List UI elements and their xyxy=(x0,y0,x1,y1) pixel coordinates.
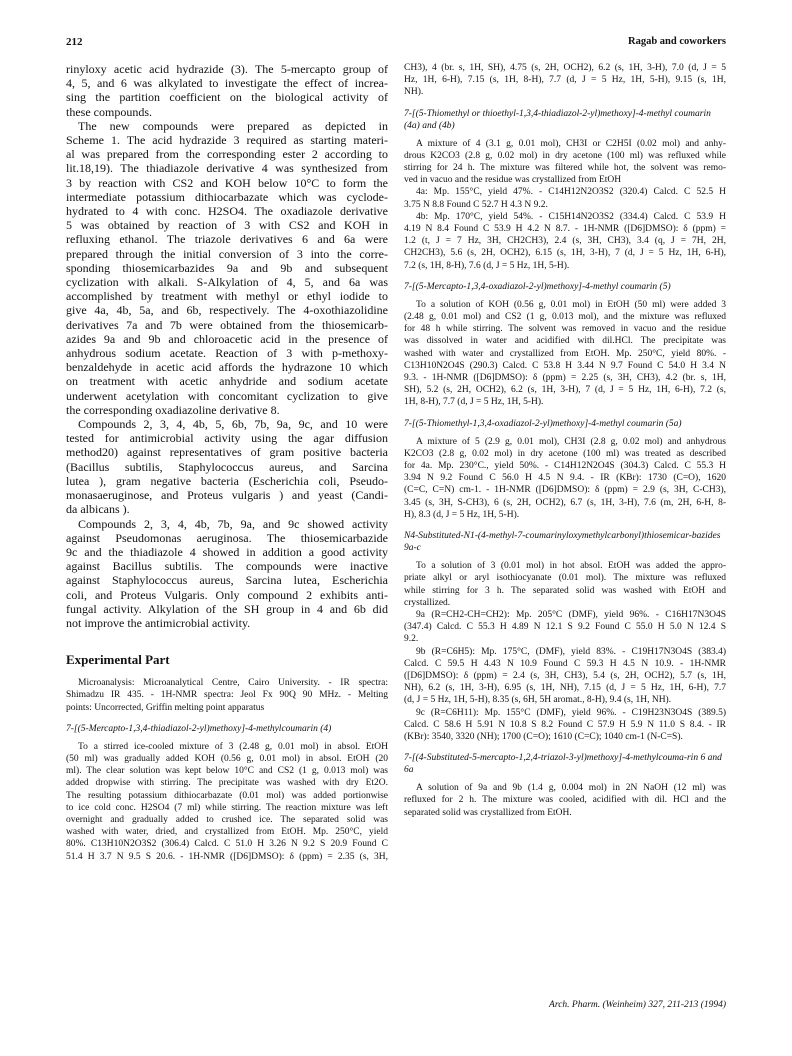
text-line: fungal activity. Alkylation of the SH group in 4 and 6b did xyxy=(66,601,388,616)
text-line: 9a (R=CH2-CH=CH2): Mp. 205°C (DMF), yield 96%. - C16H17N3O4S xyxy=(416,609,726,620)
compound-4b-data xyxy=(404,211,726,272)
text-line: Calcd. C 58.6 H 5.91 N 10.8 S 8.2 Found C 57.9 H 5.9 N 11.0 S 8.4. - IR xyxy=(404,719,726,730)
text-line: tested for antimicrobial activity using the agar diffusion xyxy=(66,431,388,446)
text-line: Scheme 1. The acid hydrazide 3 required as starting materi- xyxy=(66,133,388,148)
text-line: separated solid was crystallized from EtOH. xyxy=(404,807,572,818)
text-line: (50 ml) was gradually added KOH (0.56 g, 0.01 mol) in absol. EtOH (20 xyxy=(66,753,388,764)
text-line: rinyloxy acetic acid hydrazide (3). The 5-mercapto group of xyxy=(66,62,388,76)
text-line: 3.94 N 9.2 Found C 56.0 H 4.5 N 9.4. - IR (KBr): 1730 (C=O), 1620 xyxy=(404,473,726,484)
compound-5a-heading: 7-[(5-Thiomethyl-1,3,4-oxadiazol-2-yl)methoxy]-4-methyl coumarin (5a) xyxy=(404,418,682,429)
intro-paragraph xyxy=(66,62,388,119)
synthesis-paragraph xyxy=(66,119,388,417)
compound-4ab-heading: 7-[(5-Thiomethyl or thioethyl-1,3,4-thiadiazol-2-yl)methoxy]-4-methyl coumarin (4a) and (4b) xyxy=(404,108,711,131)
text-line: The resulting potassium dithiocarbazate (0.01 mol) was added portionwise xyxy=(66,790,388,801)
compound-9b-data xyxy=(404,646,726,707)
text-line: al was prepared from the corresponding ester 2 according to xyxy=(66,147,388,162)
text-line: benzaldehyde in acetic acid affords the hydrazone 10 which xyxy=(66,360,388,375)
text-line: was dissolved in water and acidified with dil.HCl. The precipitate was xyxy=(404,336,726,347)
text-line: against Pseudomonas aeruginosa. The thiosemicarbazide xyxy=(66,530,388,545)
text-line: lutea ), gram negative bacteria (Escherichia coli, Pseudo- xyxy=(66,473,388,488)
text-line: sponding thiosemicarbazides 9a and 9b and subsequent xyxy=(66,260,388,275)
text-line: these compounds. xyxy=(66,104,152,119)
text-line: 1H, 8-H), 7.7 (d, J = 5 Hz, 1H, 5-H). xyxy=(404,397,544,408)
text-line: drous K2CO3 (2.8 g, 0.02 mol) in dry acetone (100 ml) was refluxed while xyxy=(404,150,726,161)
text-line: (347.4) Calcd. C 55.3 H 4.89 N 12.1 S 9.2 Found C 55.0 H 5.0 N 12.4 S xyxy=(404,622,726,633)
text-line: not improve the antimicrobial activity. xyxy=(66,615,251,630)
text-line: (2.48 g, 0.01 mol) and CS2 (1 g, 0.013 mol), and the mixture was refluxed xyxy=(404,312,726,323)
compound-6-heading: 7-[(4-Substituted-5-mercapto-1,2,4-triazol-3-yl)methoxy]-4-methylcouma-rin 6 and 6a xyxy=(404,753,722,776)
text-line: 3.45 (s, 3H, S-CH3), 6 (s, 2H, OCH2), 6.7 (s, 1H, 3-H), 7.6 (m, 2H, 6-H, 8- xyxy=(404,497,726,508)
text-line: SH), 5.2 (s, 2H, OCH2), 6.2 (s, 1H, 3-H), 7 (d, J = 5 Hz, 1H, 6-H), 7.2 (s, xyxy=(404,385,726,396)
text-line: da albicans ). xyxy=(66,502,130,517)
compound-4a-data xyxy=(404,186,726,210)
text-line: points: Uncorrected, Griffin melting point apparatus xyxy=(66,702,265,713)
text-line: derivatives 7a and 7b were obtained from the thiosemicarb- xyxy=(66,317,388,332)
text-line: stirring for 24 h. The mixture was filtered while hot, the solvent was remo- xyxy=(404,163,726,174)
text-line: 80%. C13H10N2O3S2 (306.4) Calcd. C 51.0 H 3.26 N 9.2 S 20.9 Found C xyxy=(66,839,388,850)
text-line: to ice cold conc. H2SO4 (7 ml) while stirring. The reaction mixture was left xyxy=(66,802,388,813)
text-line: 7.2 (s, 1H, 8-H), 7.6 (d, J = 5 Hz, 1H, 5-H). xyxy=(404,260,570,271)
text-line: 9.3. - 1H-NMR ([D6]DMSO): δ (ppm) = 2.25 (s, 3H, CH3), 4.2 (br. s, 1H, xyxy=(404,373,726,384)
text-line: (Bacillus subtilis, Staphylococcus aureus, and Sarcina xyxy=(66,459,388,474)
text-line: 4.19 N 8.4 Found C 53.9 H 4.2 N 8.7. - 1H-NMR ([D6]DMSO): δ (ppm) = xyxy=(404,224,726,235)
text-line: azides 9a and 9b and chloroacetic acid in the presence of xyxy=(66,331,388,346)
testing-paragraph xyxy=(66,417,388,516)
text-line: prepared through the initial conversion of 3 into the corre- xyxy=(66,246,388,261)
text-line: hydrated to 4 with conc. H2SO4. The oxadiazole derivative xyxy=(66,204,388,219)
text-line: while stirring for 3 h. The separated solid was washed with EtOH and xyxy=(404,585,726,596)
text-line: (d, J = 5 Hz, 1H, 5-H), 8.35 (s, 6H, 5H aromat., 8-H), 9.4 (s, 1H, NH). xyxy=(404,695,672,706)
right-column xyxy=(404,62,726,819)
page-number: 212 xyxy=(66,36,83,48)
running-head: Ragab and coworkers xyxy=(627,36,726,47)
text-line: 1.2 (t, J = 7 Hz, 3H, CH2CH3), 2.4 (s, 3H, CH3), 3.4 (q, J = 7H, 2H, xyxy=(404,236,726,247)
text-line: Compounds 2, 3, 4, 4b, 7b, 9a, and 9c showed activity xyxy=(78,516,388,531)
text-line: Calcd. C 59.5 H 4.43 N 10.9 Found C 59.3 H 4.5 N 10.9. - 1H-NMR xyxy=(404,658,726,669)
text-line: 9b (R=C6H5): Mp. 175°C, (DMF), yield 83%. - C19H17N3O4S (383.4) xyxy=(416,646,726,657)
text-line: washed with water and crystallized from EtOH. Mp. 250°C, yield 80%. - xyxy=(404,348,726,359)
text-line: 3 by reaction with CS2 and KOH below 10°C to form the xyxy=(66,175,388,190)
compound-9-procedure xyxy=(404,560,726,609)
page-header xyxy=(66,36,726,50)
text-line: CH2CH3), 5.6 (s, 2H, OCH2), 6.15 (s, 1H, 3-H), 7 (d, J = 5 Hz, 1H, 6-H), xyxy=(404,248,726,259)
text-line: 51.4 H 3.7 N 9.5 S 20.6. - 1H-NMR ([D6]DMSO): δ (ppm) = 2.35 (s, 3H, xyxy=(66,851,388,862)
compound-4-continuation xyxy=(404,62,726,99)
text-line: Hz, 1H, 6-H), 7.15 (s, 1H, 8-H), 7.7 (d, J = 5 Hz, 1H, 5-H), 9.15 (s, 1H, xyxy=(404,75,726,86)
text-line: NH), 6.2 (s, 1H, 3-H), 6.95 (s, 1H, NH), 7.15 (d, J = 5 Hz, 1H, 6-H), 7.7 xyxy=(404,683,726,694)
journal-citation: Arch. Pharm. (Weinheim) 327, 211-213 (1994) xyxy=(549,1000,726,1010)
compound-4-procedure xyxy=(66,741,388,863)
text-line: 4, 5, and 6 was alkylated to investigate the effect of increa- xyxy=(66,76,388,91)
text-line: refluxed for 2 h. The mixture was cooled, acidified with dil. HCl and the xyxy=(404,795,726,806)
text-line: (C=C, C=N) cm-1. - 1H-NMR ([D6]DMSO): δ (ppm) = 2.9 (s, 3H, C-CH3), xyxy=(404,485,726,496)
text-line: A solution of 9a and 9b (1.4 g, 0.004 mol) in 2N NaOH (12 ml) was xyxy=(416,783,726,794)
activity-paragraph xyxy=(66,517,388,631)
methods-paragraph xyxy=(66,677,388,714)
text-line: 9c and the thiadiazole 4 showed in addition a good activity xyxy=(66,544,388,559)
text-line: To a stirred ice-cooled mixture of 3 (2.48 g, 0.01 mol) in absol. EtOH xyxy=(78,741,388,752)
text-line: anhydrous sodium acetate. Reaction of 3 with p-methoxy- xyxy=(66,346,388,361)
text-line: A mixture of 5 (2.9 g, 0.01 mol), CH3I (2.8 g, 0.02 mol) and anhydrous xyxy=(416,436,726,447)
text-line: underwent acetylation with concomitant cyclization to give xyxy=(66,388,388,403)
compound-5-procedure xyxy=(404,299,726,409)
text-line: against Staphylococcus aureus, Sarcina lutea, Escherichia xyxy=(66,573,388,588)
compound-6-procedure xyxy=(404,782,726,819)
text-line: crystallized. xyxy=(404,597,451,608)
text-line: 3.75 N 8.8 Found C 52.7 H 4.3 N 9.2. xyxy=(404,199,548,210)
text-line: H), 8.3 (d, J = 5 Hz, 1H, 5-H). xyxy=(404,509,520,520)
compound-9-heading: N4-Substituted-N1-(4-methyl-7-coumarinyloxymethylcarbonyl)thiosemicar-bazides 9a-c xyxy=(404,531,721,554)
text-line: accomplished by treatment with methyl or ethyl iodide to xyxy=(66,289,388,304)
text-line: 4a: Mp. 155°C, yield 47%. - C14H12N2O3S2 (320.4) Calcd. C 52.5 H xyxy=(416,187,726,198)
text-line: 5 was obtained by reaction of 3 with CS2 and KOH in xyxy=(66,218,388,233)
text-line: To a solution of 3 (0.01 mol) in hot absol. EtOH was added the appro- xyxy=(416,561,726,572)
text-line: Shimadzu IR 435. - 1H-NMR spectra: Jeol Fx 90Q 90 MHz. - Melting xyxy=(66,690,388,701)
text-line: give 4a, 4b, 5a, and 6b, respectively. The 4-oxothiazolidine xyxy=(66,303,388,318)
compound-4ab-procedure xyxy=(404,138,726,187)
text-line: intermediate potassium dithiocarbazate which was cyclode- xyxy=(66,189,388,204)
text-line: refluxing ethanol. The triazole derivatives 6 and 6a were xyxy=(66,232,388,247)
experimental-heading: Experimental Part xyxy=(66,652,170,668)
text-line: method20) against representatives of gram positive bacteria xyxy=(66,445,388,460)
text-line: 9c (R=C6H11): Mp. 155°C (DMF), yield 96%. - C19H23N3O4S (389.5) xyxy=(416,707,726,718)
compound-4-heading: 7-[(5-Mercapto-1,3,4-thiadiazol-2-yl)methoxy]-4-methylcoumarin (4) xyxy=(66,723,332,734)
text-line: for 48 h while stirring. The solvent was removed in vacuo and the residue xyxy=(404,324,726,335)
text-line: ved in vacuo and the residue was crystallized from EtOH xyxy=(404,175,622,186)
left-column xyxy=(66,62,388,863)
text-line: CH3), 4 (br. s, 1H, SH), 4.75 (s, 2H, OCH2), 6.2 (s, 1H, 3-H), 7.0 (d, J = 5 xyxy=(404,63,726,73)
text-line: (KBr): 3540, 3320 (NH); 1700 (C=O); 1610 (C=C); 1040 cm-1 (N-C=S). xyxy=(404,731,683,742)
text-line: Compounds 2, 3, 4, 4b, 5, 6b, 7b, 9a, 9c, and 10 were xyxy=(78,417,388,432)
text-line: lit.18,19). The thiadiazole derivative 4 was synthesized from xyxy=(66,161,388,176)
text-line: A mixture of 4 (3.1 g, 0.01 mol), CH3I or C2H5I (0.02 mol) and anhy- xyxy=(416,138,726,149)
text-line: Microanalysis: Microanalytical Centre, Cairo University. - IR spectra: xyxy=(78,678,388,689)
text-line: 4b: Mp. 170°C, yield 54%. - C15H14N2O3S2 (334.4) Calcd. C 53.9 H xyxy=(416,211,726,222)
text-line: priate alkyl or aryl isothiocyanate (0.01 mol). The mixture was refluxed xyxy=(404,573,726,584)
compound-5a-procedure xyxy=(404,436,726,521)
text-line: added dropwise with stirring. The precipitate was washed with dry Et2O. xyxy=(66,778,388,789)
text-line: monasaeruginose, and Proteus vulgaris ) and yeast (Candi- xyxy=(66,488,388,503)
text-line: K2CO3 (2.8 g, 0.02 mol) in dry acetone (100 ml) was treated as described xyxy=(404,448,726,459)
text-line: The new compounds were prepared as depicted in xyxy=(78,118,388,133)
text-line: the corresponding oxadiazoline derivative 8. xyxy=(66,402,280,417)
text-line: ([D6]DMSO): δ (ppm) = 2.4 (s, 3H, CH3), 5.4 (s, 2H, OCH2), 5.7 (s, 1H, xyxy=(404,670,726,681)
text-line: coli, and Proteus Vulgaris. Only compound 2 exhibits anti- xyxy=(66,587,388,602)
compound-5-heading: 7-[(5-Mercapto-1,3,4-oxadiazol-2-yl)methoxy]-4-methyl coumarin (5) xyxy=(404,281,671,292)
text-line: overnight and gradually added to crushed ice. The separated solid was xyxy=(66,814,388,825)
text-line: C13H10N2O4S (290.3) Calcd. C 53.8 H 3.44 N 9.7 Found C 54.0 H 3.4 N xyxy=(404,360,726,371)
text-line: 9.2. xyxy=(404,634,419,645)
text-line: against Bacillus subtilis. The compounds were inactive xyxy=(66,559,388,574)
text-line: washed with water, dried, and crystallized from EtOH. Mp. 250°C, yield xyxy=(66,827,388,838)
text-line: cyclization with alkali. S-Alkylation of 4, 5, and 6a was xyxy=(66,275,388,290)
text-line: ml). The clear solution was kept below 10°C and CS2 (1 g, 0.013 mol) was xyxy=(66,766,388,777)
compound-9c-data xyxy=(404,707,726,744)
text-line: sing the partition coefficient on the biological activity of xyxy=(66,90,388,105)
text-line: NH). xyxy=(404,87,424,98)
text-line: for 4a. Mp. 230°C., yield 50%. - C14H12N2O4S (304.3) Calcd. C 55.3 H xyxy=(404,461,726,472)
text-line: on treatment with acetic anhydride and sodium acetate xyxy=(66,374,388,389)
text-line: To a solution of KOH (0.56 g, 0.01 mol) in EtOH (50 ml) were added 3 xyxy=(416,299,726,310)
compound-9a-data xyxy=(404,609,726,646)
